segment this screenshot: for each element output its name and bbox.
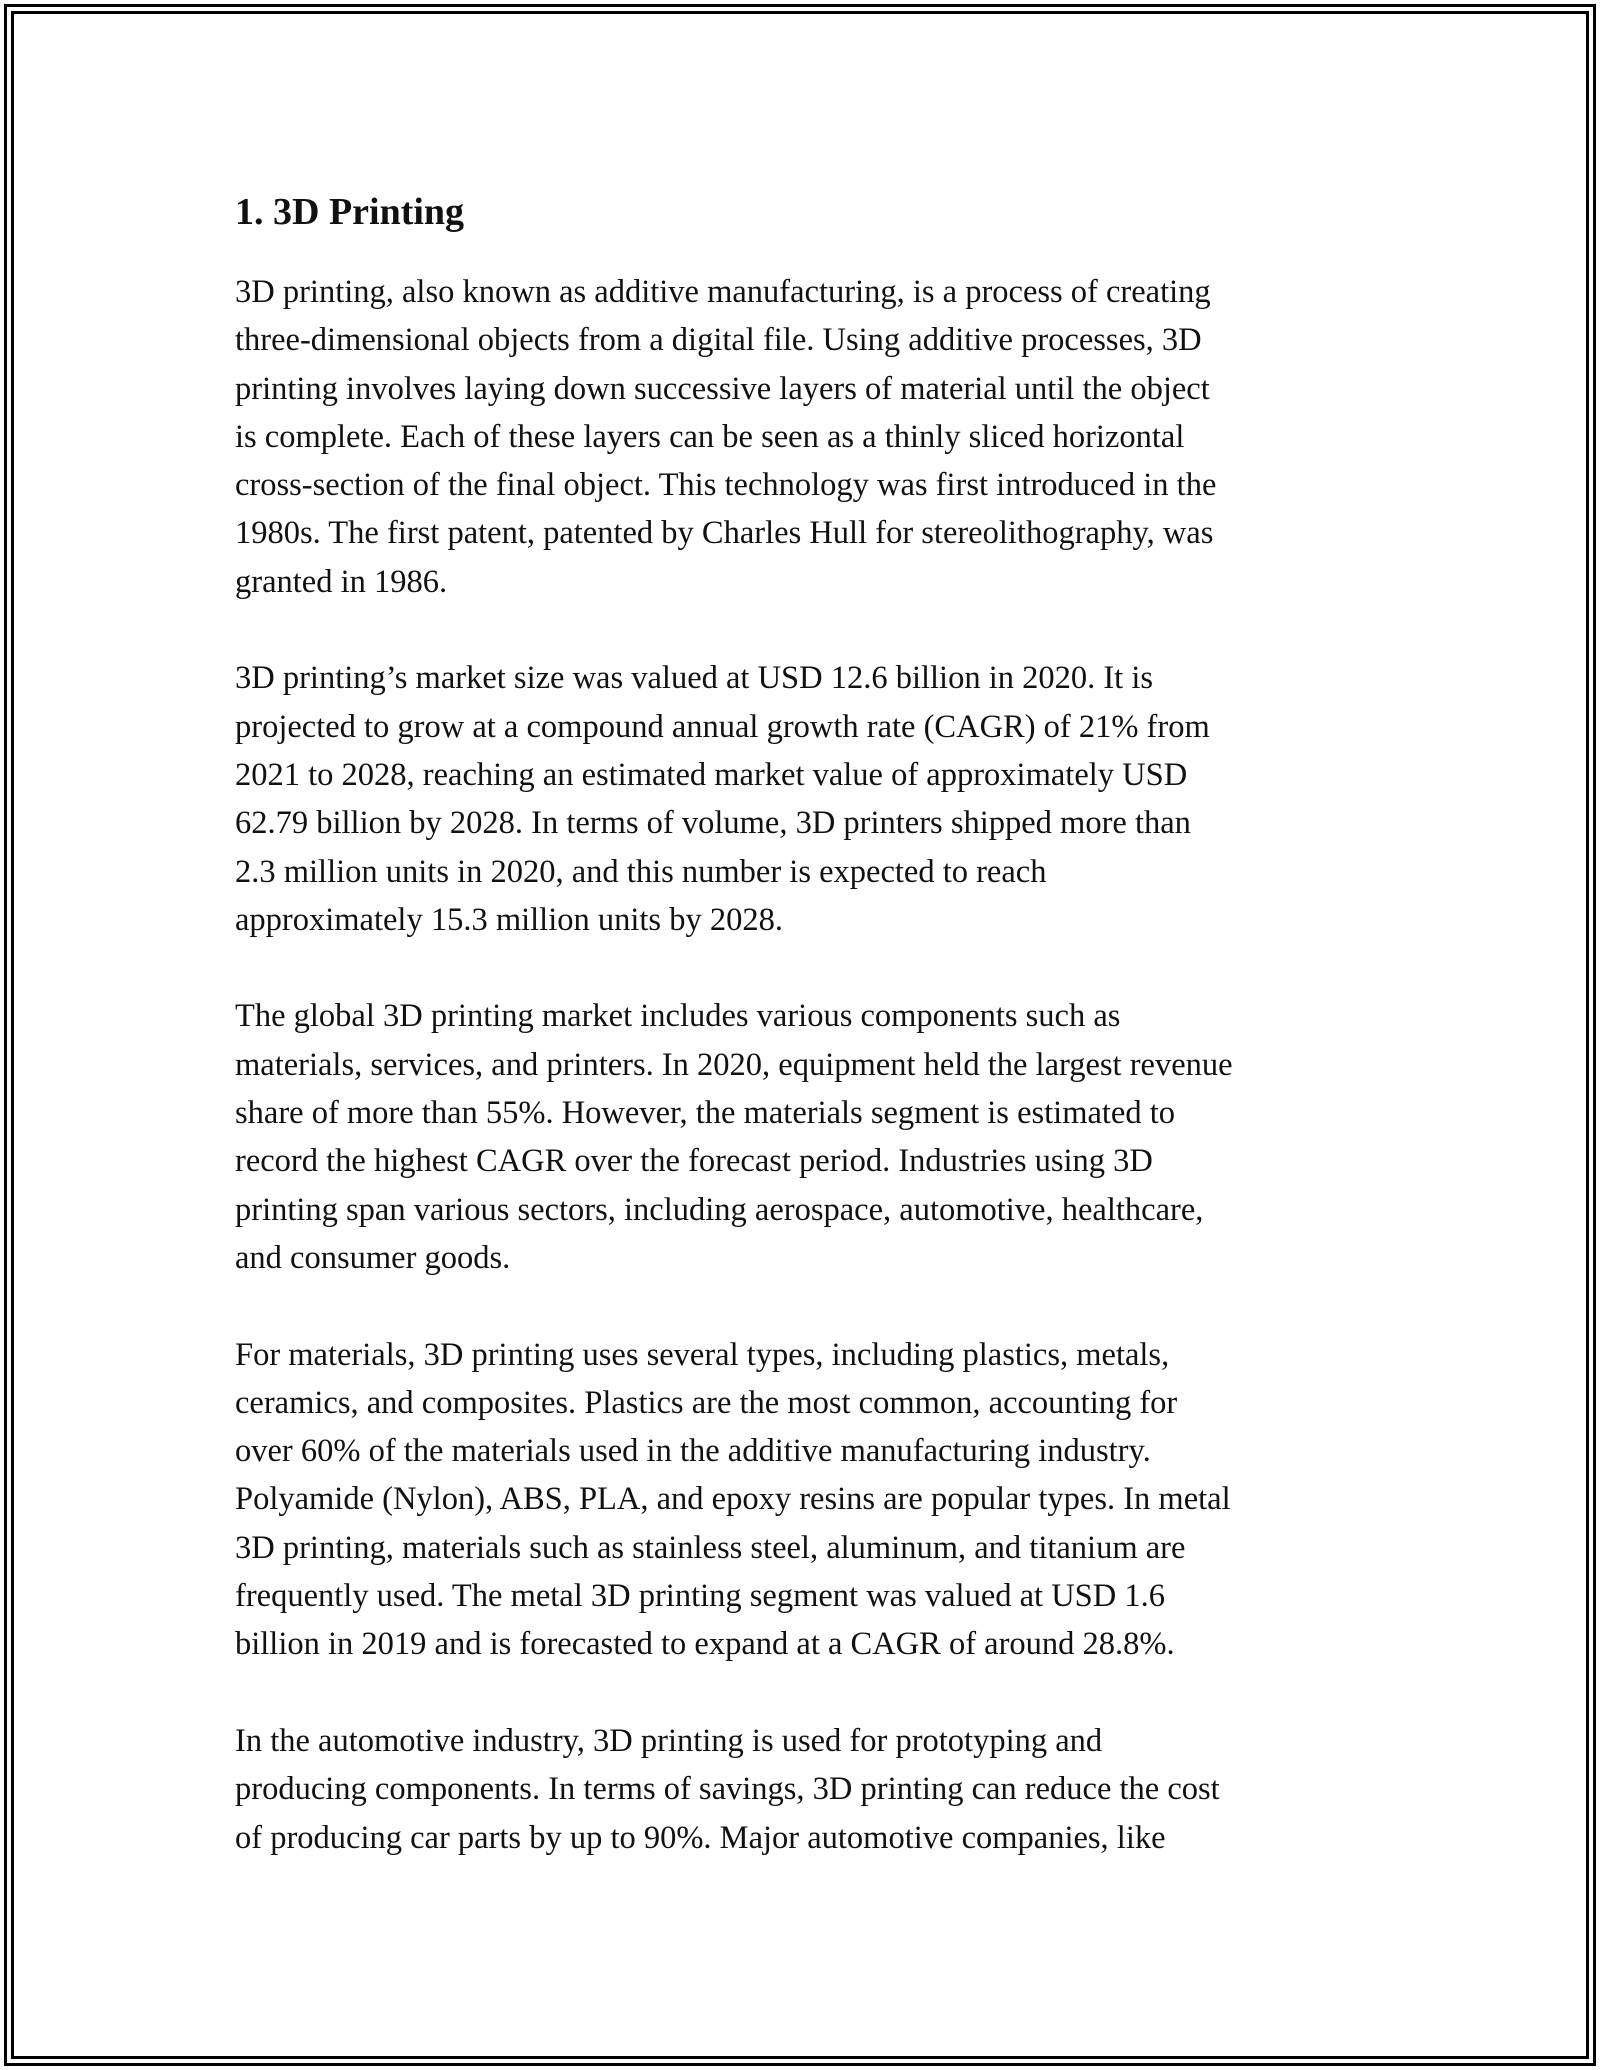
paragraph-line: 3D printing, also known as additive manufacturing, is a process of creating bbox=[235, 274, 1211, 310]
paragraph bbox=[235, 654, 1385, 944]
paragraph-line: Polyamide (Nylon), ABS, PLA, and epoxy resins are popular types. In metal bbox=[235, 1481, 1231, 1518]
paragraph-line: of producing car parts by up to 90%. Major automotive companies, like bbox=[235, 1819, 1166, 1856]
paragraph bbox=[235, 1331, 1385, 1669]
paragraph-line: cross-section of the final object. This technology was first introduced in the bbox=[235, 467, 1217, 504]
paragraph-line: projected to grow at a compound annual growth rate (CAGR) of 21% from bbox=[235, 708, 1210, 745]
document-body bbox=[235, 186, 1385, 1910]
paragraph-list bbox=[235, 268, 1385, 1862]
paragraph-line: approximately 15.3 million units by 2028. bbox=[235, 901, 783, 938]
paragraph-line: frequently used. The metal 3D printing segment was valued at USD 1.6 bbox=[235, 1578, 1165, 1615]
paragraph-line: 3D printing, materials such as stainless steel, aluminum, and titanium are bbox=[235, 1529, 1186, 1566]
paragraph-line: printing span various sectors, including aerospace, automotive, healthcare, bbox=[235, 1191, 1204, 1228]
paragraph-line: over 60% of the materials used in the additive manufacturing industry. bbox=[235, 1433, 1151, 1470]
paragraph-line: and consumer goods. bbox=[235, 1239, 511, 1276]
paragraph-line: The global 3D printing market includes various components such as bbox=[235, 998, 1121, 1035]
section-heading: 1. 3D Printing bbox=[235, 191, 465, 233]
paragraph-line: ceramics, and composites. Plastics are the most common, accounting for bbox=[235, 1384, 1178, 1421]
paragraph-line: 2.3 million units in 2020, and this number is expected to reach bbox=[235, 853, 1047, 890]
paragraph-line: materials, services, and printers. In 2020, equipment held the largest revenue bbox=[235, 1046, 1233, 1083]
paragraph-line: 2021 to 2028, reaching an estimated market value of approximately USD bbox=[235, 756, 1188, 793]
paragraph-line: In the automotive industry, 3D printing is used for prototyping and bbox=[235, 1722, 1103, 1759]
paragraph-line: producing components. In terms of savings, 3D printing can reduce the cost bbox=[235, 1771, 1220, 1808]
paragraph-line: 62.79 billion by 2028. In terms of volume, 3D printers shipped more than bbox=[235, 805, 1191, 842]
paragraph-line: For materials, 3D printing uses several types, including plastics, metals, bbox=[235, 1336, 1170, 1373]
paragraph bbox=[235, 992, 1385, 1282]
paragraph bbox=[235, 268, 1385, 606]
paragraph bbox=[235, 1717, 1385, 1862]
paragraph-line: 3D printing’s market size was valued at USD 12.6 billion in 2020. It is bbox=[235, 660, 1154, 697]
paragraph-line: 1980s. The first patent, patented by Charles Hull for stereolithography, was bbox=[235, 515, 1214, 552]
paragraph-line: three-dimensional objects from a digital file. Using additive processes, 3D bbox=[235, 322, 1202, 359]
paragraph-line: granted in 1986. bbox=[235, 563, 448, 600]
paragraph-line: share of more than 55%. However, the materials segment is estimated to bbox=[235, 1095, 1176, 1132]
paragraph-line: is complete. Each of these layers can be seen as a thinly sliced horizontal bbox=[235, 418, 1185, 455]
paragraph-line: record the highest CAGR over the forecast period. Industries using 3D bbox=[235, 1143, 1153, 1180]
paragraph-line: billion in 2019 and is forecasted to expand at a CAGR of around 28.8%. bbox=[235, 1626, 1175, 1663]
paragraph-line: printing involves laying down successive layers of material until the object bbox=[235, 370, 1210, 407]
